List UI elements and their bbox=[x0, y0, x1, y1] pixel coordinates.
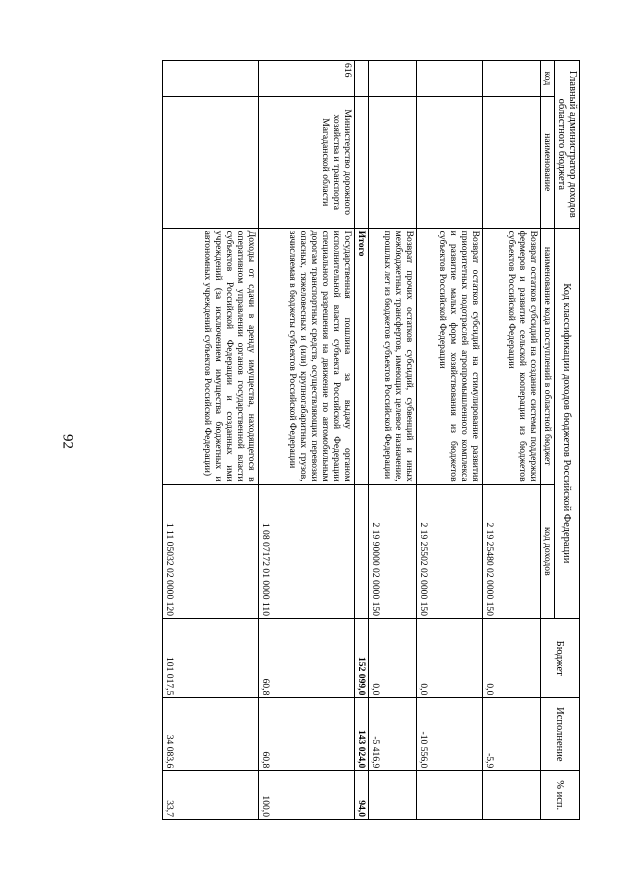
admin-code-cell bbox=[369, 61, 417, 97]
execution-cell: 60,8 bbox=[259, 698, 355, 771]
income-name-header: наименование кода поступлений в областной бюджет bbox=[541, 228, 555, 484]
table-row bbox=[259, 61, 355, 820]
admin-name-cell: Министерство дорожного хозяйства и транспорта Магаданской области bbox=[259, 96, 355, 228]
total-percent: 94,0 bbox=[355, 771, 369, 820]
rotated-page bbox=[90, 60, 580, 820]
table-row bbox=[483, 61, 541, 820]
budget-cell: 60,8 bbox=[259, 619, 355, 698]
classification-group-header: Код классификации доходов бюджетов Российской Федерации bbox=[555, 228, 580, 618]
total-execution: 143 024,0 bbox=[355, 698, 369, 771]
admin-name-header: наименование bbox=[541, 96, 555, 228]
admin-code-cell bbox=[417, 61, 483, 97]
income-name-cell: Возврат остатков субсидий на создание системы поддержки фермеров и развитие сельской кооперации из бюджетов субъектов Российской Федерации bbox=[483, 228, 541, 484]
income-name-cell: Доходы от сдачи в аренду имущества, находящегося в оперативном управлении органов государственной власти субъектов Российской Федерации и созданных ими учреждений (за исключением имущества бюджетных и автономных учреждений субъектов Российской Федерации) bbox=[163, 228, 259, 484]
total-budget: 152 099,0 bbox=[355, 619, 369, 698]
total-row bbox=[355, 61, 369, 820]
income-name-cell: Возврат остатков субсидий на стимулирование развития приоритетных подотраслей агропромышленного комплекса и развитие малых форм хозяйствования из бюджетов субъектов Российской Федерации bbox=[417, 228, 483, 484]
table-row bbox=[163, 61, 259, 820]
page-number: 92 bbox=[59, 434, 76, 449]
admin-code-cell bbox=[163, 61, 259, 97]
table-row bbox=[417, 61, 483, 820]
budget-cell: 0,0 bbox=[369, 619, 417, 698]
admin-name-cell bbox=[483, 96, 541, 228]
income-code-cell: 2 19 25480 02 0000 150 bbox=[483, 484, 541, 618]
admin-group-header: Главный администратор доходов областного бюджета bbox=[555, 61, 580, 229]
percent-cell: 100,0 bbox=[259, 771, 355, 820]
execution-cell: -5 416,9 bbox=[369, 698, 417, 771]
income-code-cell: 2 19 90000 02 0000 150 bbox=[369, 484, 417, 618]
admin-name-cell bbox=[163, 96, 259, 228]
admin-code-cell bbox=[355, 61, 369, 97]
percent-cell bbox=[483, 771, 541, 820]
revenue-table bbox=[162, 60, 580, 820]
budget-header: Бюджет bbox=[541, 619, 580, 698]
income-code-header: код доходов bbox=[541, 484, 555, 618]
admin-name-cell bbox=[355, 96, 369, 228]
percent-cell: 33,7 bbox=[163, 771, 259, 820]
income-code-cell: 1 08 07172 01 0000 110 bbox=[259, 484, 355, 618]
total-label: Итого bbox=[355, 228, 369, 484]
budget-cell: 101 017,5 bbox=[163, 619, 259, 698]
budget-cell: 0,0 bbox=[417, 619, 483, 698]
admin-name-cell bbox=[369, 96, 417, 228]
percent-cell bbox=[369, 771, 417, 820]
percent-cell bbox=[417, 771, 483, 820]
income-code-cell bbox=[355, 484, 369, 618]
execution-cell: -10 556,0 bbox=[417, 698, 483, 771]
income-name-cell: Возврат прочих остатков субсидий, субвенций и иных межбюджетных трансфертов, имеющих целевое назначение, прошлых лет из бюджетов субъектов Российской Федерации bbox=[369, 228, 417, 484]
execution-cell: -5,9 bbox=[483, 698, 541, 771]
admin-code-header: код bbox=[541, 61, 555, 97]
execution-header: Исполнение bbox=[541, 698, 580, 771]
budget-cell: 0,0 bbox=[483, 619, 541, 698]
income-code-cell: 1 11 05032 02 0000 120 bbox=[163, 484, 259, 618]
income-code-cell: 2 19 25502 02 0000 150 bbox=[417, 484, 483, 618]
admin-code-cell: 616 bbox=[259, 61, 355, 97]
execution-cell: 34 083,6 bbox=[163, 698, 259, 771]
table-row bbox=[369, 61, 417, 820]
admin-name-cell bbox=[417, 96, 483, 228]
admin-code-cell bbox=[483, 61, 541, 97]
income-name-cell: Государственная пошлина за выдачу органом исполнительной власти субъекта Российской Федерации специального разрешения на движение по автомобильным дорогам транспортных средств, осуществляющих перевозки опасных, тяжеловесных и (или) крупногабаритных грузов, зачисляемая в бюджеты субъектов Российской Федерации bbox=[259, 228, 355, 484]
percent-header: % исп. bbox=[541, 771, 580, 820]
